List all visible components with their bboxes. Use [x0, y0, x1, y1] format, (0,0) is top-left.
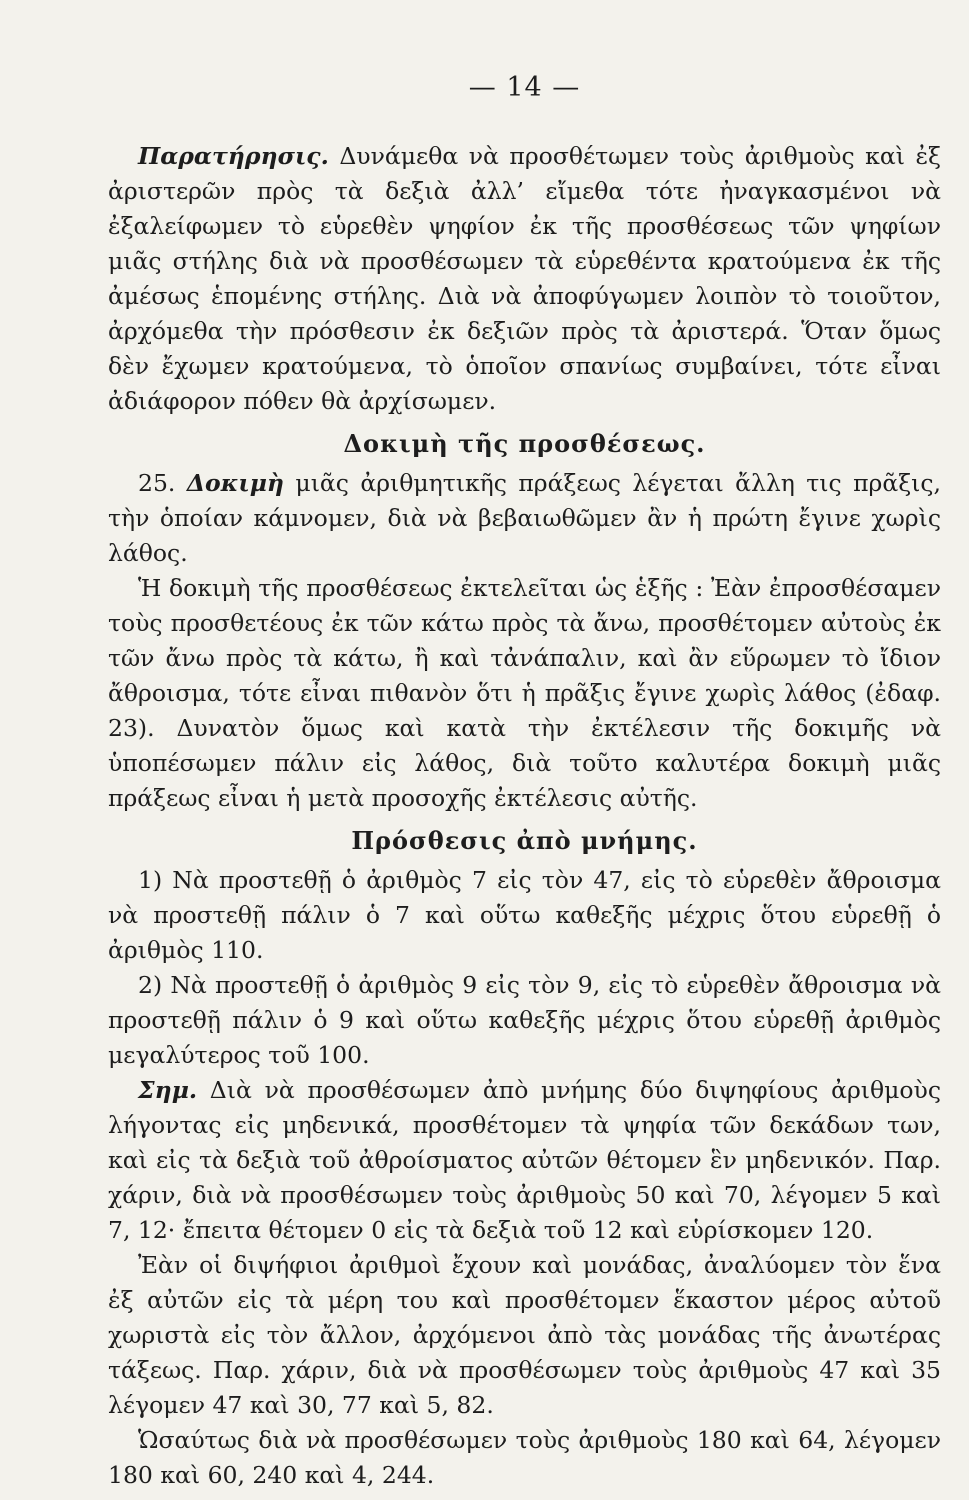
paragraph-example: Ὡσαύτως διὰ νὰ προσθέσωμεν τοὺς ἀριθμοὺς 180 καὶ 64, λέγομεν 180 καὶ 60, 240 καὶ 4, 244. [108, 1426, 941, 1489]
paragraph-note [108, 1073, 941, 1248]
section-heading-test-of-addition: Δοκιμὴ τῆς προσθέσεως. [343, 429, 706, 458]
paragraph-lead: Δοκιμὴ [186, 469, 284, 497]
paragraph-lead: Σημ. [138, 1076, 198, 1104]
paragraph-two-digit: Ἐὰν οἱ διψήφιοι ἀριθμοὶ ἔχουν καὶ μονάδας, ἀναλύομεν τὸν ἕνα ἐξ αὐτῶν εἰς τὰ μέρη του καὶ προσθέτομεν ἕκαστον μέρος αὐτοῦ χωριστὰ εἰς τὸν ἄλλον, ἀρχόμενοι ἀπὸ τὰς μονάδας τῆς ἀνωτέρας τάξεως. Παρ. χάριν, διὰ νὰ προσθέσωμεν τοὺς ἀριθμοὺς 47 καὶ 35 λέγομεν 47 καὶ 30, 77 καὶ 5, 82. [108, 1251, 941, 1419]
paragraph-test-method: Ἡ δοκιμὴ τῆς προσθέσεως ἐκτελεῖται ὡς ἑξῆς : Ἐὰν ἐπροσθέσαμεν τοὺς προσθετέους ἐκ τῶν κάτω πρὸς τὰ ἄνω, προσθέτομεν αὐτοὺς ἐκ τῶν ἄνω πρὸς τὰ κάτω, ἢ καὶ τἀνάπαλιν, καὶ ἂν εὕρωμεν τὸ ἴδιον ἄθροισμα, τότε εἶναι πιθανὸν ὅτι ἡ πρᾶξις ἔγινε χωρὶς λάθος (ἐδαφ. 23). Δυνατὸν ὅμως καὶ κατὰ τὴν ἐκτέλεσιν τῆς δοκιμῆς νὰ ὑποπέσωμεν πάλιν εἰς λάθος, διὰ τοῦτο καλυτέρα δοκιμὴ μιᾶς πράξεως εἶναι ἡ μετὰ προσοχῆς ἐκτέλεσις αὐτῆς. [108, 574, 941, 812]
paragraph-25 [108, 466, 941, 571]
paragraph-number: 25. [138, 469, 176, 497]
paragraph-text: μιᾶς ἀριθμητικῆς πράξεως λέγεται ἄλλη τις πρᾶξις, τὴν ὁποίαν κάμνομεν, διὰ νὰ βεβαιωθῶμεν ἂν ἡ πρώτη ἔγινε χωρὶς λάθος. [108, 469, 941, 567]
paragraph-text: Δυνάμεθα νὰ προσθέτωμεν τοὺς ἀριθμοὺς καὶ ἐξ ἀριστερῶν πρὸς τὰ δεξιὰ ἀλλ’ εἴμεθα τότε ἠναγκασμένοι νὰ ἐξαλείφωμεν τὸ εὑρεθὲν ψηφίον ἐκ τῆς προσθέσεως τῶν ψηφίων μιᾶς στήλης διὰ νὰ προσθέσωμεν τὰ εὑρεθέντα κρατούμενα ἐκ τῆς ἀμέσως ἑπομένης στήλης. Διὰ νὰ ἀποφύγωμεν λοιπὸν τὸ τοιοῦτον, ἀρχόμεθα τὴν πρόσθεσιν ἐκ δεξιῶν πρὸς τὰ ἀριστερά. Ὅταν ὅμως δὲν ἔχωμεν κρατούμενα, τὸ ὁποῖον σπανίως συμβαίνει, τότε εἶναι ἀδιάφορον πόθεν θὰ ἀρχίσωμεν. [108, 142, 941, 415]
section-heading-mental-addition: Πρόσθεσις ἀπὸ μνήμης. [351, 826, 698, 855]
page-number: — 14 — [468, 72, 581, 103]
paragraph-lead: Παρατήρησις. [138, 142, 329, 170]
paragraph-observation [108, 139, 941, 419]
paragraph-text: Διὰ νὰ προσθέσωμεν ἀπὸ μνήμης δύο διψηφίους ἀριθμοὺς λήγοντας εἰς μηδενικά, προσθέτομεν τὰ ψηφία τῶν δεκάδων των, καὶ εἰς τὰ δεξιὰ τοῦ ἀθροίσματος αὐτῶν θέτομεν ἓν μηδενικόν. Παρ. χάριν, διὰ νὰ προσθέσωμεν τοὺς ἀριθμοὺς 50 καὶ 70, λέγομεν 5 καὶ 7, 12· ἔπειτα θέτομεν 0 εἰς τὰ δεξιὰ τοῦ 12 καὶ εὑρίσκομεν 120. [108, 1076, 941, 1244]
exercise-2: 2) Νὰ προστεθῇ ὁ ἀριθμὸς 9 εἰς τὸν 9, εἰς τὸ εὑρεθὲν ἄθροισμα νὰ προστεθῇ πάλιν ὁ 9 καὶ οὕτω καθεξῆς μέχρις ὅτου εὑρεθῇ ἀριθμὸς μεγαλύτερος τοῦ 100. [108, 971, 941, 1069]
exercise-1: 1) Νὰ προστεθῇ ὁ ἀριθμὸς 7 εἰς τὸν 47, εἰς τὸ εὑρεθὲν ἄθροισμα νὰ προστεθῇ πάλιν ὁ 7 καὶ οὕτω καθεξῆς μέχρις ὅτου εὑρεθῇ ὁ ἀριθμὸς 110. [108, 866, 941, 964]
